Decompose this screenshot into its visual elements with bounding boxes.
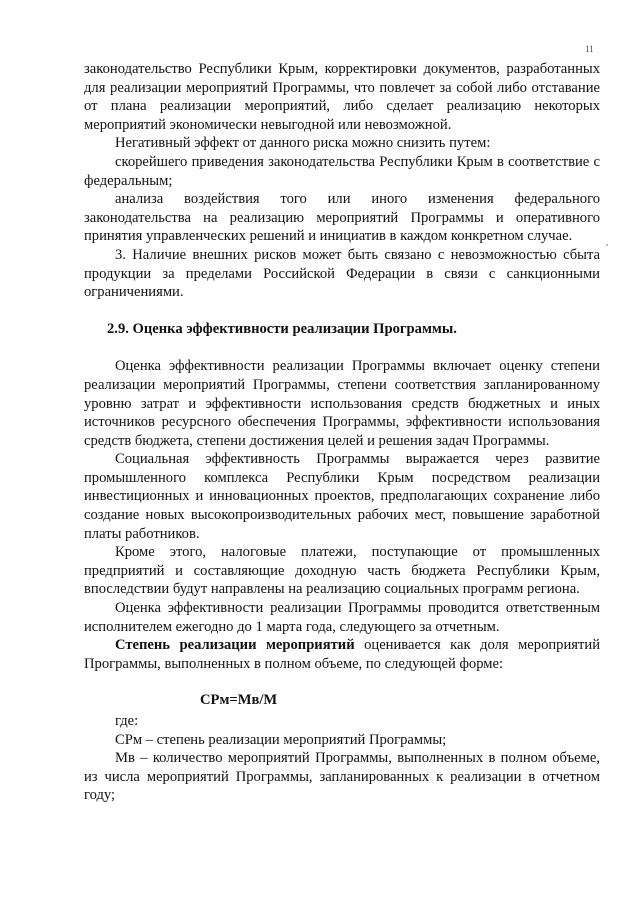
page-number: 11 [585,44,594,54]
paragraph-measure-analysis: анализа воздействия того или иного изменения федерального законодательства на реализацию мероприятий Программы и оперативного принятия управленческих решений и инициатив в каждом конкретном случае. [84,191,600,245]
section-heading: 2.9. Оценка эффективности реализации Программы. [107,320,457,337]
paragraph-variable-srm: СРм – степень реализации мероприятий Программы; [115,731,447,748]
paragraph-measure-legislation: скорейшего приведения законодательства Республики Крым в соответствие с федеральным; [84,153,600,189]
document-body [84,60,600,805]
formula: СРм=Мв/М [200,692,278,709]
paragraph-evaluation-deadline: Оценка эффективности реализации Программы проводится ответственным исполнителем ежегодно до 1 марта года, следующего за отчетным. [84,600,600,635]
paragraph-evaluation-scope: Оценка эффективности реализации Программы включает оценку степени реализации мероприятий Программы, степени соответствия запланированному уровню затрат и эффективности использования средств бюджетных и иных источников ресурсного обеспечения Программы, эффективности использования средств бюджета, степени достижения целей и решения задач Программы. [84,358,600,449]
paragraph-tax-payments: Кроме этого, налоговые платежи, поступающие от промышленных предприятий и составляющие доходную часть бюджета Республики Крым, впоследствии будут направлены на реализацию социальных программ региона. [84,544,600,598]
degree-term: Степень реализации мероприятий [115,637,355,654]
paragraph-social-efficiency: Социальная эффективность Программы выражается через развитие промышленного комплекса Республики Крым посредством реализации инвестиционных и инновационных проектов, предполагающих сохранение либо создание новых высокопроизводительных рабочих мест, повышение заработной платы работников. [84,451,600,542]
paragraph-legislation-risk: законодательство Республики Крым, корректировки документов, разработанных для реализации мероприятий Программы, что повлечет за собой либо отставание от плана реализации мероприятий, либо сделает реализацию некоторых мероприятий экономически невыгодной или невозможной. [84,61,600,133]
scan-speck [606,244,608,246]
formula-where-label: где: [115,713,139,729]
degree-description: оценивается как доля мероприятий Программы, выполненных в полном объеме, по следующей форме: [84,637,601,672]
paragraph-negative-effect: Негативный эффект от данного риска можно снизить путем: [115,135,491,152]
paragraph-external-risks: 3. Наличие внешних рисков может быть связано с невозможностью сбыта продукции за пределами Российской Федерации в связи с санкционными ограничениями. [84,246,600,301]
paragraph-variable-mv: Мв – количество мероприятий Программы, выполненных в полном объеме, из числа мероприятий Программы, запланированных к реализации в отчетном году; [84,750,600,804]
paragraph-degree-definition [84,636,600,673]
